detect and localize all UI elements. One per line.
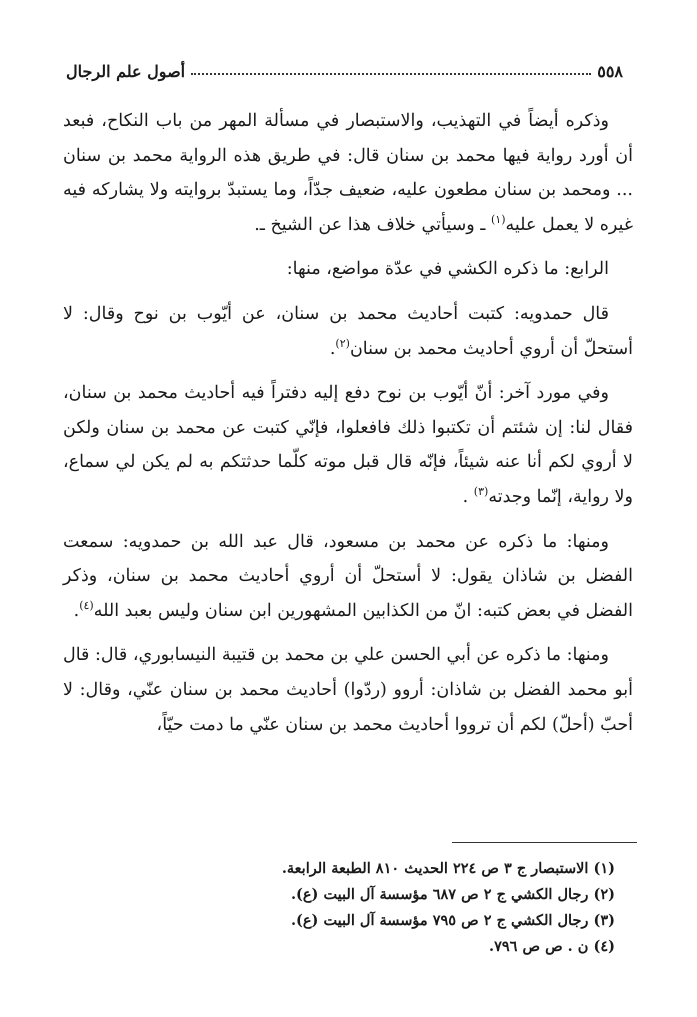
paragraph: ومنها: ما ذكره عن محمد بن مسعود، قال عبد الله بن حمدويه: سمعت الفضل بن شاذان يقول: لا أستحلّ أن أروي أحاديث محمد بن سنان، وذكر الفضل في بعض كتبه: انّ من الكذابين المشهورين ابن سنان وليس بعبد الله$^{(٤)}$. <box>63 531 633 621</box>
footnotes <box>75 856 615 960</box>
page-number: ٥٥٨ <box>597 61 623 81</box>
footnote-marker: (٤) <box>79 598 94 612</box>
main-text <box>63 104 633 752</box>
footnote: (١) الاستبصار ج ٣ ص ٢٢٤ الحديث ٨١٠ الطبعة الرابعة. <box>281 860 615 877</box>
paragraph: وفي مورد آخر: أنّ أيّوب بن نوح دفع إليه دفتراً فيه أحاديث محمد بن سنان، فقال لنا: إن شئتم أن تكتبوا ذلك فافعلوا، فإنّي كتبت عن محمد بن سنان ولكن لا أروي لكم أنا عنه شيئاً، فإنّه قال قبل موته كلّما حدثتكم به لم يكن لي سماع، ولا رواية، إنّما وجدته$^{(٣)}$ . <box>63 383 633 507</box>
book-title: أصول علم الرجال <box>66 61 186 81</box>
paragraph: قال حمدويه: كتبت أحاديث محمد بن سنان، عن أيّوب بن نوح وقال: لا أستحلّ أن أروي أحاديث محمد بن سنان$^{(٢)}$. <box>63 303 633 359</box>
paragraph: ومنها: ما ذكره عن أبي الحسن علي بن محمد بن قتيبة النيسابوري، قال: قال أبو محمد الفضل بن شاذان: أروو (ردّوا) أحاديث محمد بن سنان عنّي، وقال: لا أحبّ (أحلّ) لكم أن ترووا أحاديث محمد بن سنان عنّي ما دمت حيّاً، <box>63 645 633 735</box>
footnote: (٣) رجال الكشي ج ٢ ص ٧٩٥ مؤسسة آل البيت (ع). <box>290 912 615 929</box>
paragraph: وذكره أيضاً في التهذيب، والاستبصار في مسألة المهر من باب النكاح، فبعد أن أورد رواية فيها محمد بن سنان قال: في طريق هذه الرواية محمد بن سنان ... ومحمد بن سنان مطعون عليه، ضعيف جدّاً، وما يستبدّ بروايته ولا يشاركه فيه غيره لا يعمل عليه$^{(١)}$ ـ وسيأتي خلاف هذا عن الشيخ ـ. <box>63 111 633 235</box>
paragraph: الرابع: ما ذكره الكشي في عدّة مواضع، منها: <box>286 259 609 280</box>
footnote-marker: (٢) <box>335 336 350 350</box>
footnote: (٢) رجال الكشي ج ٢ ص ٦٨٧ مؤسسة آل البيت (ع). <box>290 886 615 903</box>
footnote: (٤) ن . ص ص ٧٩٦. <box>489 938 615 955</box>
header-dot-leader <box>191 73 591 75</box>
footnote-divider <box>452 842 637 843</box>
footnote-marker: (٣) <box>473 485 489 499</box>
footnote-marker: (١) <box>490 212 506 226</box>
running-header <box>66 56 623 86</box>
